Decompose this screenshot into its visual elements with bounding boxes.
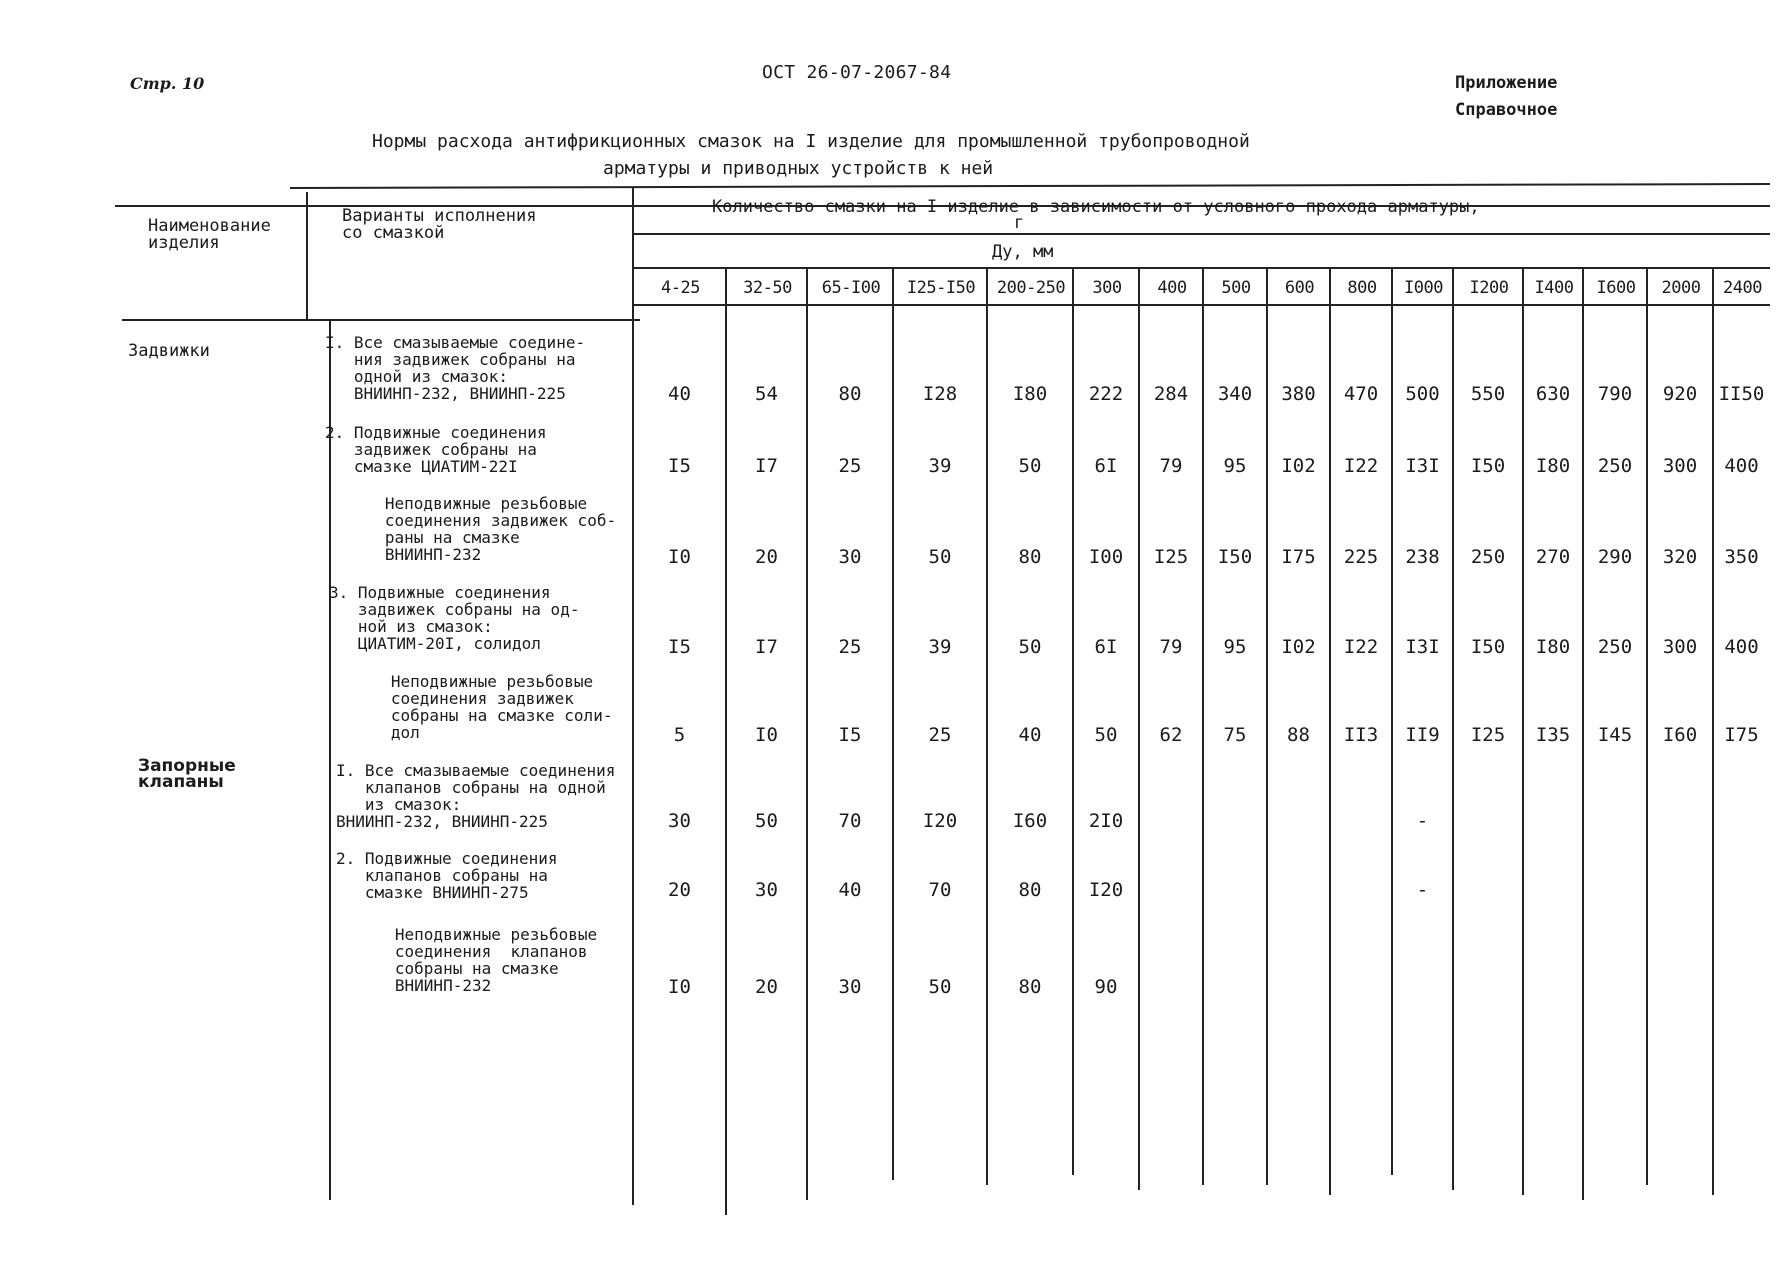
header-variant: Варианты исполнения со смазкой <box>342 206 537 243</box>
table-cell-value: 920 <box>1662 383 1698 405</box>
table-cell-value: II50 <box>1718 383 1765 405</box>
table-cell-value: I5 <box>668 455 691 477</box>
table-cell-value: 50 <box>1018 455 1042 477</box>
table-cell-value: 380 <box>1281 383 1316 405</box>
size-label: 500 <box>1221 278 1251 298</box>
table-cell-value: 550 <box>1470 383 1506 405</box>
table-cell-value: 6I <box>1094 455 1118 477</box>
table-cell-value: 400 <box>1724 636 1759 658</box>
table-cell-value: 80 <box>838 383 862 405</box>
size-label: 4-25 <box>661 278 700 298</box>
table-cell-value: I22 <box>1343 455 1379 477</box>
table-cell-value: I25 <box>1470 724 1506 746</box>
table-cell-value: 88 <box>1287 724 1310 746</box>
size-label: 800 <box>1347 278 1377 298</box>
table-cell-value: 50 <box>928 546 952 568</box>
variant-text: 2. Подвижные соединения клапанов собраны на смазке ВНИИНП-275 <box>336 849 558 902</box>
table-cell-value: 630 <box>1535 383 1571 405</box>
table-cell-value: I20 <box>922 810 958 832</box>
page-number: Стр. 10 <box>130 74 205 93</box>
table-cell-value: 300 <box>1662 455 1698 477</box>
table-cell-value: I75 <box>1724 724 1759 746</box>
table-cell-value: I75 <box>1281 546 1316 568</box>
table-cell-value: I20 <box>1088 879 1124 901</box>
table-cell-value: I50 <box>1217 546 1253 568</box>
table-cell-value: 25 <box>838 636 862 658</box>
table-cell-value: 50 <box>1018 636 1042 658</box>
size-label: 32-50 <box>743 278 792 298</box>
table-cell-value: 39 <box>928 636 952 658</box>
table-cell-value: 284 <box>1153 383 1189 405</box>
table-cell-value: 40 <box>1018 724 1042 746</box>
table-cell-value: 50 <box>1094 724 1118 746</box>
table-cell-value: 80 <box>1018 546 1042 568</box>
table-cell-value: I5 <box>838 724 862 746</box>
table-cell-value: I0 <box>668 546 691 568</box>
variant-text: I. Все смазываемые соедине- ния задвижек собраны на одной из смазок: ВНИИНП-232, ВНИИНП-225 <box>325 333 586 403</box>
size-label: I600 <box>1596 278 1636 298</box>
table-cell-value: 40 <box>838 879 862 901</box>
table-cell-value: 222 <box>1088 383 1124 405</box>
table-cell-value: 30 <box>838 546 862 568</box>
appendix-line-1: Приложение <box>1455 73 1558 93</box>
table-cell-value: 400 <box>1724 455 1759 477</box>
variant-text: Неподвижные резьбовые соединения задвижек собраны на смазке соли- дол <box>390 672 613 742</box>
table-cell-value: II3 <box>1343 724 1379 746</box>
table-cell-value: I02 <box>1281 455 1316 477</box>
table-cell-value: I5 <box>668 636 691 658</box>
variant-text: 2. Подвижные соединения задвижек собраны на смазке ЦИАТИМ-22I <box>325 423 547 476</box>
table-cell-value: 90 <box>1094 976 1118 998</box>
product-name-valves: Задвижки <box>128 341 210 361</box>
table-cell-value: 225 <box>1343 546 1379 568</box>
table-cell-value: I80 <box>1535 636 1571 658</box>
table-cell-value: 30 <box>668 810 691 832</box>
table-cell-value: I60 <box>1662 724 1698 746</box>
table-cell-value: 20 <box>755 546 778 568</box>
size-label: 2000 <box>1661 278 1701 298</box>
variant-text: Неподвижные резьбовые соединения клапанов собраны на смазке ВНИИНП-232 <box>394 925 598 995</box>
table-cell-value: I35 <box>1535 724 1571 746</box>
table-cell-value: I7 <box>755 636 778 658</box>
table-cell-value: 80 <box>1018 976 1042 998</box>
table-cell-value: 80 <box>1018 879 1042 901</box>
table-cell-value: 250 <box>1597 636 1633 658</box>
table-cell-value: II9 <box>1405 724 1440 746</box>
table-cell-value: 250 <box>1597 455 1633 477</box>
header-product: Наименование изделия <box>148 216 271 253</box>
table-cell-value: 25 <box>928 724 952 746</box>
table-cell-value: 70 <box>928 879 952 901</box>
size-label: I25-I50 <box>906 278 976 298</box>
table-cell-value: 470 <box>1343 383 1379 405</box>
variant-text: Неподвижные резьбовые соединения задвижек соб- раны на смазке ВНИИНП-232 <box>384 494 617 564</box>
table-cell-value: 290 <box>1597 546 1633 568</box>
table-cell-value: 300 <box>1662 636 1698 658</box>
table-cell-value: I80 <box>1535 455 1571 477</box>
table-cell-value: I80 <box>1012 383 1048 405</box>
table-cell-value: 54 <box>755 383 778 405</box>
size-label: 600 <box>1284 278 1315 298</box>
table-cell-value: I25 <box>1153 546 1189 568</box>
table-cell-value: I50 <box>1470 636 1506 658</box>
size-label: 65-I00 <box>821 278 881 298</box>
table-cell-value: 50 <box>755 810 778 832</box>
table-cell-value: 30 <box>755 879 778 901</box>
size-label: I200 <box>1469 278 1509 298</box>
table-title-line-1: Нормы расхода антифрикционных смазок на I изделие для промышленной трубопроводной <box>372 131 1250 152</box>
header-unit: г <box>1014 213 1025 233</box>
variant-text: I. Все смазываемые соединения клапанов собраны на одной из смазок: ВНИИНП-232, ВНИИНП-225 <box>336 761 616 831</box>
table-cell-value: I00 <box>1088 546 1124 568</box>
table-cell-value: - <box>1416 810 1429 832</box>
table-cell-value: I50 <box>1470 455 1506 477</box>
table-cell-value: 270 <box>1535 546 1571 568</box>
table-cell-value: 340 <box>1217 383 1253 405</box>
table-cell-value: I28 <box>922 383 958 405</box>
table-cell-value: 20 <box>668 879 691 901</box>
size-label: I400 <box>1534 278 1574 298</box>
table-cell-value: 20 <box>755 976 778 998</box>
table-top-rule-right <box>290 184 1770 188</box>
table-cell-value: 79 <box>1159 455 1183 477</box>
table-cell-value: 39 <box>928 455 952 477</box>
table-cell-value: I02 <box>1281 636 1316 658</box>
table-cell-value: 500 <box>1405 383 1440 405</box>
table-cell-value: 790 <box>1597 383 1633 405</box>
table-cell-value: 75 <box>1223 724 1247 746</box>
table-cell-value: 350 <box>1724 546 1759 568</box>
variant-text: 3. Подвижные соединения задвижек собраны на од- ной из смазок: ЦИАТИМ-20I, солидол <box>329 583 580 653</box>
header-dn: Ду, мм <box>992 242 1054 262</box>
table-cell-value: I22 <box>1343 636 1379 658</box>
table-cell-value: I45 <box>1597 724 1633 746</box>
table-cell-value: 95 <box>1223 636 1247 658</box>
table-cell-value: - <box>1416 879 1429 901</box>
table-cell-value: 6I <box>1094 636 1118 658</box>
size-label: 300 <box>1092 278 1122 298</box>
size-label: 200-250 <box>996 278 1066 298</box>
table-cell-value: 79 <box>1159 636 1183 658</box>
table-cell-value: 70 <box>838 810 862 832</box>
size-label: 400 <box>1157 278 1187 298</box>
table-cell-value: 238 <box>1405 546 1440 568</box>
standard-number: ОСТ 26-07-2067-84 <box>762 62 952 83</box>
table-cell-value: 50 <box>928 976 952 998</box>
table-title-line-2: арматуры и приводных устройств к ней <box>603 158 994 179</box>
table-cell-value: I60 <box>1012 810 1048 832</box>
table-cell-value: I0 <box>755 724 778 746</box>
table-cell-value: I3I <box>1405 455 1440 477</box>
table-cell-value: I3I <box>1405 636 1440 658</box>
table-cell-value: 2I0 <box>1088 810 1124 832</box>
product-name-shutoff-valves: Запорные клапаны <box>138 756 236 792</box>
table-cell-value: 25 <box>838 455 862 477</box>
table-cell-value: 250 <box>1470 546 1506 568</box>
table-cell-value: 95 <box>1223 455 1247 477</box>
table-cell-value: I7 <box>755 455 778 477</box>
table-cell-value: 40 <box>668 383 691 405</box>
header-amount: Количество смазки на I изделие в зависимости от условного прохода арматуры, <box>712 197 1480 217</box>
size-label: 2400 <box>1723 278 1762 298</box>
table-cell-value: I0 <box>668 976 691 998</box>
table-cell-value: 5 <box>673 724 686 746</box>
appendix-line-2: Справочное <box>1455 100 1558 120</box>
size-label: I000 <box>1404 278 1443 298</box>
table-cell-value: 30 <box>838 976 862 998</box>
table-cell-value: 62 <box>1159 724 1183 746</box>
table-cell-value: 320 <box>1662 546 1698 568</box>
